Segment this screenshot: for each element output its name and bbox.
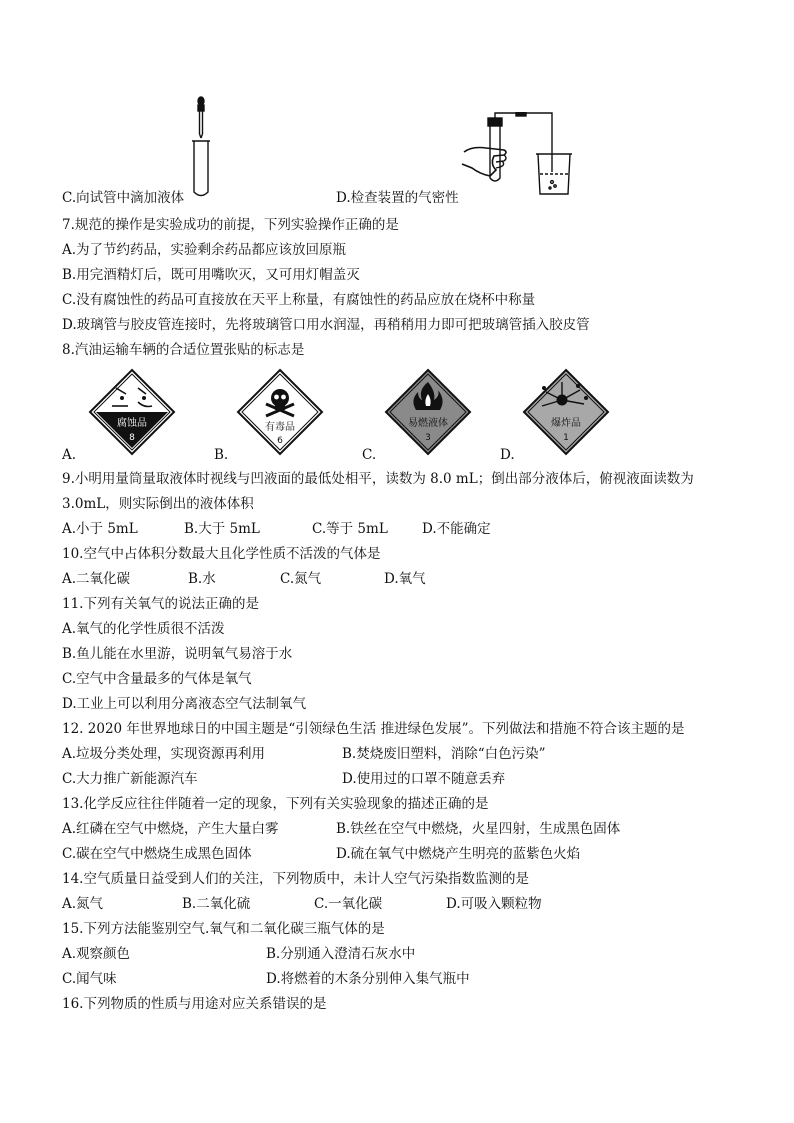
q15-option-a: A.观察颜色 bbox=[62, 946, 131, 962]
q11-option-d: D.工业上可以利用分离液态空气法制氧气 bbox=[62, 696, 307, 712]
flammable-liquid-number: 3 bbox=[425, 433, 431, 443]
explosive-sign bbox=[522, 368, 610, 456]
flammable-liquid-sign bbox=[384, 368, 472, 456]
q10-option-a: A.二氧化碳 bbox=[62, 571, 131, 587]
q9-option-a: A.小于 5mL bbox=[62, 521, 138, 537]
q7-option-a: A.为了节约药品，实验剩余药品都应该放回原瓶 bbox=[62, 242, 347, 258]
q13-option-a: A.红磷在空气中燃烧，产生大量白雾 bbox=[62, 821, 279, 837]
q14-option-c: C.一氧化碳 bbox=[314, 896, 383, 912]
q11-option-b: B.鱼儿能在水里游，说明氧气易溶于水 bbox=[62, 646, 293, 662]
explosive-number: 1 bbox=[563, 433, 569, 443]
toxic-label: 有毒品 bbox=[265, 422, 295, 433]
q14-option-a: A.氮气 bbox=[62, 896, 104, 912]
q15-option-d: D.将燃着的木条分别伸入集气瓶中 bbox=[266, 971, 470, 987]
q8-option-d: D. bbox=[500, 447, 515, 463]
q6-option-c: C.向试管中滴加液体 bbox=[62, 190, 185, 206]
q12-option-d: D.使用过的口罩不随意丢弃 bbox=[342, 771, 506, 787]
q9-option-d: D.不能确定 bbox=[422, 521, 491, 537]
q7-option-b: B.用完酒精灯后，既可用嘴吹灭，又可用灯帽盖灭 bbox=[62, 267, 360, 283]
q10-option-c: C.氮气 bbox=[280, 571, 322, 587]
q11-stem: 11.下列有关氧气的说法正确的是 bbox=[62, 596, 259, 612]
flammable-liquid-label: 易燃液体 bbox=[408, 418, 448, 429]
q8-option-c: C. bbox=[362, 447, 377, 463]
q9-stem-line1: 9.小明用量筒量取液体时视线与凹液面的最低处相平，读数为 8.0 mL；倒出部分液体后，俯视液面读数为 bbox=[62, 471, 694, 487]
q7-stem: 7.规范的操作是实验成功的前提，下列实验操作正确的是 bbox=[62, 217, 399, 233]
q8-option-a: A. bbox=[62, 447, 77, 463]
q7-option-c: C.没有腐蚀性的药品可直接放在天平上称量，有腐蚀性的药品应放在烧杯中称量 bbox=[62, 292, 536, 308]
q14-stem: 14.空气质量日益受到人们的关注，下列物质中，未计人空气污染指数监测的是 bbox=[62, 871, 529, 887]
q8-stem: 8.汽油运输车辆的合适位置张贴的标志是 bbox=[62, 342, 305, 358]
q12-option-b: B.焚烧废旧塑料，消除“白色污染” bbox=[342, 746, 546, 762]
q11-option-a: A.氧气的化学性质很不活泼 bbox=[62, 621, 225, 637]
q12-option-c: C.大力推广新能源汽车 bbox=[62, 771, 198, 787]
q10-option-d: D.氧气 bbox=[384, 571, 426, 587]
q16-stem: 16.下列物质的性质与用途对应关系错误的是 bbox=[62, 996, 327, 1012]
corrosive-sign bbox=[88, 368, 176, 456]
q6-option-d: D.检查装置的气密性 bbox=[336, 190, 459, 206]
q13-stem: 13.化学反应往往伴随着一定的现象，下列有关实验现象的描述正确的是 bbox=[62, 796, 489, 812]
q7-option-d: D.玻璃管与胶皮管连接时，先将玻璃管口用水润湿，再稍稍用力即可把玻璃管插入胶皮管 bbox=[62, 317, 590, 333]
q9-option-b: B.大于 5mL bbox=[184, 521, 260, 537]
airtightness-apparatus-figure bbox=[460, 112, 572, 196]
q14-option-b: B.二氧化硫 bbox=[182, 896, 251, 912]
q15-option-b: B.分别通入澄清石灰水中 bbox=[266, 946, 416, 962]
corrosive-number: 8 bbox=[129, 433, 135, 443]
dropper-test-tube-figure bbox=[180, 96, 220, 200]
q13-option-c: C.碳在空气中燃烧生成黑色固体 bbox=[62, 846, 252, 862]
explosive-label: 爆炸品 bbox=[551, 418, 581, 429]
q12-option-a: A.垃圾分类处理，实现资源再利用 bbox=[62, 746, 266, 762]
q10-stem: 10.空气中占体积分数最大且化学性质不活泼的气体是 bbox=[62, 546, 381, 562]
q11-option-c: C.空气中含量最多的气体是氧气 bbox=[62, 671, 252, 687]
q9-option-c: C.等于 5mL bbox=[312, 521, 388, 537]
q9-stem-line2: 3.0mL，则实际倒出的液体体积 bbox=[62, 496, 254, 512]
q14-option-d: D.可吸入颗粒物 bbox=[446, 896, 542, 912]
q10-option-b: B.水 bbox=[188, 571, 216, 587]
q13-option-d: D.硫在氧气中燃烧产生明亮的蓝紫色火焰 bbox=[336, 846, 581, 862]
toxic-number: 6 bbox=[277, 436, 283, 446]
q15-stem: 15.下列方法能鉴别空气.氧气和二氧化碳三瓶气体的是 bbox=[62, 921, 385, 937]
q12-stem: 12. 2020 年世界地球日的中国主题是“引领绿色生活 推进绿色发展”。下列做法和措施不符合该主题的是 bbox=[62, 721, 685, 737]
corrosive-label: 腐蚀品 bbox=[117, 418, 147, 429]
toxic-sign bbox=[236, 368, 324, 456]
q15-option-c: C.闻气味 bbox=[62, 971, 117, 987]
q8-option-b: B. bbox=[214, 447, 229, 463]
q13-option-b: B.铁丝在空气中燃烧，火星四射，生成黑色固体 bbox=[336, 821, 621, 837]
